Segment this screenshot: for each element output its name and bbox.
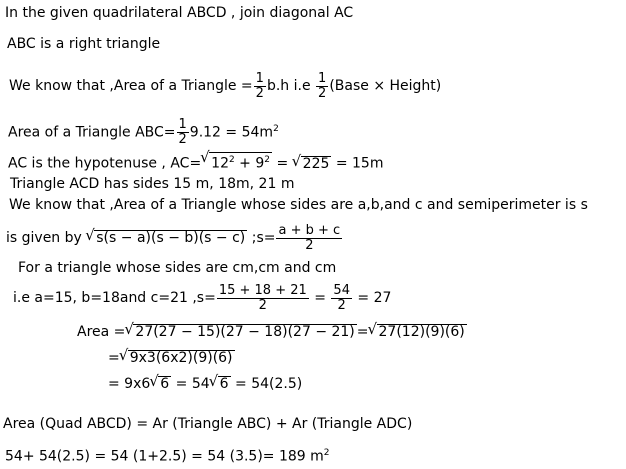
line-area-step2 bbox=[108, 349, 235, 367]
fraction-denominator: 2 bbox=[178, 132, 187, 148]
fraction-denominator: 2 bbox=[337, 297, 346, 313]
fraction-denominator: 2 bbox=[258, 297, 267, 313]
line-quad-area: Area (Quad ABCD) = Ar (Triangle ABC) + Ar (Triangle ADC) bbox=[3, 416, 413, 432]
text: We know that ,Area of a Triangle = bbox=[9, 78, 253, 94]
text: 9.12 = 54m bbox=[189, 124, 274, 141]
fraction-half bbox=[177, 118, 189, 147]
text: = 27 bbox=[352, 290, 392, 306]
fraction-54-over-2 bbox=[331, 284, 352, 313]
radicand: + 9 bbox=[234, 155, 265, 172]
text: = bbox=[108, 350, 120, 366]
text: Area = bbox=[77, 324, 126, 340]
superscript: 2 bbox=[229, 155, 235, 165]
text: = 54 bbox=[171, 376, 210, 392]
radicand: 12 bbox=[211, 155, 229, 172]
line-area-step3 bbox=[108, 375, 302, 393]
fraction-half bbox=[254, 72, 266, 101]
line-intro: In the given quadrilateral ABCD , join diagonal AC bbox=[5, 5, 354, 21]
square-root: √ 6 bbox=[158, 376, 171, 392]
text: = bbox=[309, 290, 331, 306]
fraction-denominator: 2 bbox=[305, 237, 314, 253]
fraction-numerator: a + b + c bbox=[278, 222, 341, 238]
fraction-denominator: 2 bbox=[318, 85, 327, 101]
line-triangle-sides: For a triangle whose sides are cm,cm and cm bbox=[18, 260, 337, 276]
text: = 54(2.5) bbox=[230, 376, 303, 392]
superscript: 2 bbox=[323, 448, 330, 458]
text: ;s= bbox=[247, 230, 276, 246]
line-heron-formula bbox=[6, 220, 343, 256]
superscript: 2 bbox=[264, 155, 271, 165]
square-root: √ 6 bbox=[218, 376, 231, 392]
square-root: √ 9x3(6x2)(9)(6) bbox=[128, 350, 235, 366]
line-area-formula bbox=[9, 70, 441, 102]
fraction-sum bbox=[217, 284, 309, 313]
square-root: √ s(s − a)(s − b)(s − c) bbox=[94, 230, 247, 246]
text: (Base × Height) bbox=[329, 78, 442, 94]
line-acd-sides: Triangle ACD has sides 15 m, 18m, 21 m bbox=[10, 176, 295, 192]
fraction-half bbox=[316, 72, 328, 101]
text: = 15m bbox=[331, 155, 384, 172]
line-semiperimeter bbox=[13, 280, 391, 316]
fraction-numerator: 1 bbox=[255, 70, 264, 86]
text: AC is the hypotenuse , AC= bbox=[8, 155, 202, 172]
text: b.h i.e bbox=[266, 78, 316, 94]
line-hypotenuse bbox=[8, 152, 383, 173]
line-final-answer bbox=[5, 444, 330, 466]
fraction-denominator: 2 bbox=[255, 85, 264, 101]
text: = bbox=[356, 324, 369, 340]
square-root: √ 27(27 − 15)(27 − 18)(27 − 21) bbox=[133, 324, 356, 340]
text: = bbox=[272, 155, 293, 172]
line-right-triangle: ABC is a right triangle bbox=[7, 36, 161, 52]
text: is given by bbox=[6, 230, 87, 246]
square-root: √ 27(12)(9)(6) bbox=[377, 324, 467, 340]
square-root: √ 225 bbox=[301, 156, 332, 172]
text: = 9x6 bbox=[108, 376, 151, 392]
fraction-numerator: 15 + 18 + 21 bbox=[218, 282, 307, 298]
line-heron-intro: We know that ,Area of a Triangle whose sides are a,b,and c and semiperimeter is s bbox=[9, 197, 588, 213]
fraction-semiperimeter bbox=[276, 224, 342, 253]
line-area-heron bbox=[77, 323, 467, 341]
fraction-numerator: 1 bbox=[178, 117, 187, 133]
text: i.e a=15, b=18and c=21 ,s= bbox=[13, 290, 216, 306]
square-root bbox=[209, 152, 272, 172]
text: Area of a Triangle ABC= bbox=[8, 124, 176, 141]
line-area-abc bbox=[8, 113, 279, 149]
fraction-numerator: 1 bbox=[318, 70, 327, 86]
fraction-numerator: 54 bbox=[333, 282, 350, 298]
superscript: 2 bbox=[273, 124, 279, 134]
text: 54+ 54(2.5) = 54 (1+2.5) = 54 (3.5)= 189 m bbox=[5, 448, 324, 465]
